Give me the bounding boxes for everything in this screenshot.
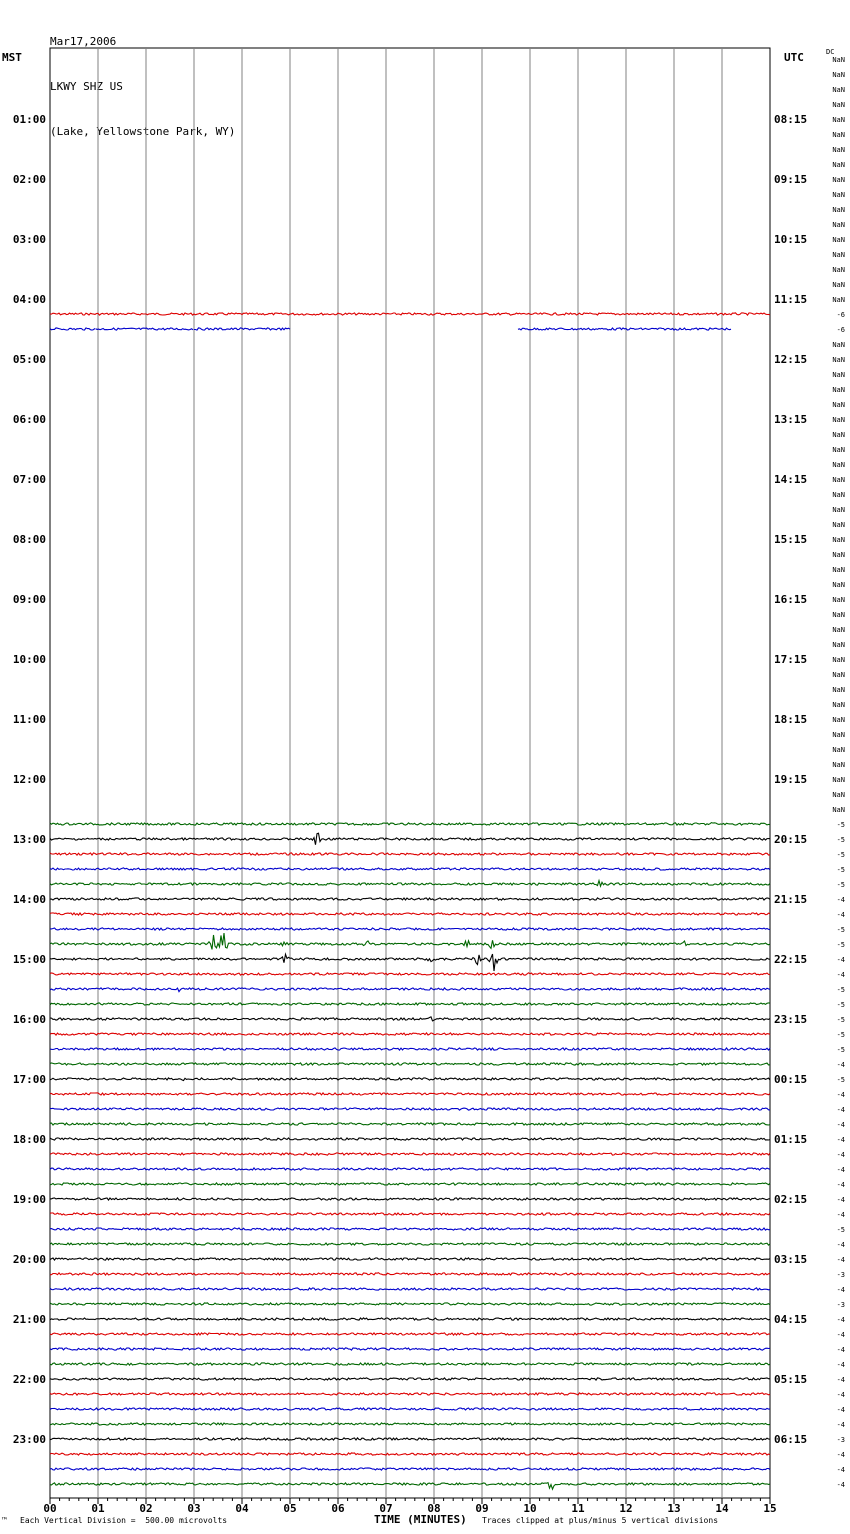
- dc-value: -4: [836, 971, 845, 979]
- hour-label-right: 13:15: [774, 413, 808, 426]
- seismic-trace: [50, 1333, 770, 1335]
- dc-value: NaN: [832, 611, 845, 619]
- dc-value: NaN: [832, 131, 845, 139]
- seismic-trace: [50, 1378, 770, 1380]
- dc-value: -4: [836, 1361, 845, 1369]
- dc-value: NaN: [832, 476, 845, 484]
- dc-value: NaN: [832, 686, 845, 694]
- seismic-trace: [50, 868, 770, 870]
- dc-value: -4: [836, 1346, 845, 1354]
- dc-value: NaN: [832, 401, 845, 409]
- seismic-trace: [50, 1093, 770, 1095]
- dc-value: -5: [836, 986, 845, 994]
- hour-label-right: 16:15: [774, 593, 808, 606]
- dc-value: -4: [836, 1466, 845, 1474]
- dc-value: NaN: [832, 776, 845, 784]
- dc-value: -5: [836, 836, 845, 844]
- dc-value: -4: [836, 1091, 845, 1099]
- dc-value: NaN: [832, 791, 845, 799]
- seismic-trace: [50, 1393, 770, 1395]
- dc-value: -4: [836, 1286, 845, 1294]
- seismic-trace: [50, 1213, 770, 1215]
- x-tick-label: 02: [139, 1502, 153, 1515]
- seismic-trace: [50, 928, 770, 930]
- dc-value: NaN: [832, 161, 845, 169]
- station-location: (Lake, Yellowstone Park, WY): [50, 125, 236, 138]
- hour-label-left: 02:00: [12, 173, 46, 186]
- dc-value: -4: [836, 896, 845, 904]
- seismic-trace: [50, 1453, 770, 1455]
- dc-value: NaN: [832, 731, 845, 739]
- hour-label-left: 15:00: [12, 953, 46, 966]
- x-tick-label: 14: [715, 1502, 729, 1515]
- dc-value: NaN: [832, 626, 845, 634]
- dc-value: NaN: [832, 416, 845, 424]
- hour-label-left: 03:00: [12, 233, 46, 246]
- seismic-trace: [96, 328, 194, 330]
- seismic-trace: [50, 833, 770, 845]
- dc-value: NaN: [832, 281, 845, 289]
- dc-value: NaN: [832, 56, 845, 64]
- dc-value: -5: [836, 851, 845, 859]
- dc-value: NaN: [832, 341, 845, 349]
- seismic-trace: [50, 1303, 770, 1305]
- dc-value: -4: [836, 1196, 845, 1204]
- dc-value: NaN: [832, 296, 845, 304]
- seismic-trace: [50, 1123, 770, 1125]
- dc-value: -5: [836, 941, 845, 949]
- dc-value: NaN: [832, 671, 845, 679]
- dc-value: -4: [836, 1406, 845, 1414]
- dc-value: NaN: [832, 521, 845, 529]
- hour-label-left: 12:00: [12, 773, 46, 786]
- hour-label-right: 11:15: [774, 293, 808, 306]
- dc-value: NaN: [832, 656, 845, 664]
- dc-value: NaN: [832, 806, 845, 814]
- plot-frame: [50, 48, 770, 1498]
- dc-value: -5: [836, 926, 845, 934]
- hour-label-left: 18:00: [12, 1133, 46, 1146]
- dc-value: NaN: [832, 146, 845, 154]
- dc-value: -5: [836, 1046, 845, 1054]
- dc-value: -4: [836, 911, 845, 919]
- hour-label-left: 19:00: [12, 1193, 46, 1206]
- x-tick-label: 04: [235, 1502, 249, 1515]
- hour-label-right: 20:15: [774, 833, 808, 846]
- dc-value: NaN: [832, 251, 845, 259]
- dc-value: NaN: [832, 596, 845, 604]
- x-tick-label: 00: [43, 1502, 57, 1515]
- footer-mark: ™: [2, 1516, 7, 1525]
- seismic-trace: [50, 988, 770, 992]
- dc-value: -4: [836, 1061, 845, 1069]
- dc-value: NaN: [832, 236, 845, 244]
- dc-value: NaN: [832, 431, 845, 439]
- x-tick-label: 10: [523, 1502, 537, 1515]
- seismic-trace: [50, 1243, 770, 1245]
- dc-value: NaN: [832, 221, 845, 229]
- dc-value: NaN: [832, 506, 845, 514]
- dc-value: -4: [836, 1376, 845, 1384]
- x-tick-label: 08: [427, 1502, 441, 1515]
- x-tick-label: 11: [571, 1502, 585, 1515]
- dc-value: NaN: [832, 386, 845, 394]
- dc-value: -4: [836, 1421, 845, 1429]
- dc-value: NaN: [832, 176, 845, 184]
- hour-label-right: 15:15: [774, 533, 808, 546]
- hour-label-right: 09:15: [774, 173, 808, 186]
- dc-value: NaN: [832, 101, 845, 109]
- dc-value: -4: [836, 1451, 845, 1459]
- hour-label-right: 23:15: [774, 1013, 808, 1026]
- hour-label-right: 12:15: [774, 353, 808, 366]
- seismic-trace: [50, 1438, 770, 1440]
- hour-label-right: 17:15: [774, 653, 808, 666]
- hour-label-left: 11:00: [12, 713, 46, 726]
- seismic-trace: [50, 1408, 770, 1410]
- dc-label: DC: [826, 48, 835, 56]
- dc-value: NaN: [832, 566, 845, 574]
- dc-value: -4: [836, 1121, 845, 1129]
- hour-label-right: 06:15: [774, 1433, 808, 1446]
- hour-label-right: 00:15: [774, 1073, 808, 1086]
- dc-value: NaN: [832, 356, 845, 364]
- x-tick-label: 05: [283, 1502, 297, 1515]
- seismic-trace: [50, 823, 770, 826]
- seismic-trace: [50, 1258, 770, 1260]
- dc-value: NaN: [832, 746, 845, 754]
- dc-value: NaN: [832, 266, 845, 274]
- seismic-trace: [50, 1138, 770, 1140]
- seismic-trace: [50, 1318, 770, 1320]
- hour-label-right: 02:15: [774, 1193, 808, 1206]
- dc-value: NaN: [832, 716, 845, 724]
- dc-value: NaN: [832, 446, 845, 454]
- dc-value: NaN: [832, 491, 845, 499]
- seismic-trace: [50, 973, 770, 975]
- seismic-trace: [50, 313, 770, 315]
- seismic-trace: [50, 881, 770, 887]
- dc-value: NaN: [832, 86, 845, 94]
- dc-value: -5: [836, 1076, 845, 1084]
- x-axis-title: TIME (MINUTES): [374, 1513, 467, 1526]
- dc-value: NaN: [832, 71, 845, 79]
- dc-value: -4: [836, 1256, 845, 1264]
- seismic-trace: [50, 933, 770, 949]
- hour-label-left: 08:00: [12, 533, 46, 546]
- dc-value: -5: [836, 866, 845, 874]
- seismic-trace: [50, 1288, 770, 1290]
- hour-label-right: 04:15: [774, 1313, 808, 1326]
- seismic-trace: [50, 1228, 770, 1230]
- hour-label-left: 05:00: [12, 353, 46, 366]
- hour-label-left: 21:00: [12, 1313, 46, 1326]
- dc-value: -4: [836, 1136, 845, 1144]
- seismic-trace: [50, 1468, 770, 1470]
- seismic-trace: [50, 1108, 770, 1110]
- dc-value: -4: [836, 1241, 845, 1249]
- dc-value: NaN: [832, 116, 845, 124]
- hour-label-left: 17:00: [12, 1073, 46, 1086]
- hour-label-left: 16:00: [12, 1013, 46, 1026]
- dc-value: -5: [836, 1226, 845, 1234]
- hour-label-left: 04:00: [12, 293, 46, 306]
- dc-value: NaN: [832, 191, 845, 199]
- x-tick-label: 06: [331, 1502, 345, 1515]
- dc-value: -5: [836, 881, 845, 889]
- seismic-trace: [50, 853, 770, 855]
- hour-label-left: 07:00: [12, 473, 46, 486]
- hour-label-left: 01:00: [12, 113, 46, 126]
- seismic-trace: [50, 1048, 770, 1050]
- clip-note: Traces clipped at plus/minus 5 vertical divisions: [482, 1516, 719, 1525]
- seismic-trace: [50, 1003, 770, 1005]
- hour-label-left: 09:00: [12, 593, 46, 606]
- dc-value: -3: [836, 1301, 845, 1309]
- dc-value: -4: [836, 1106, 845, 1114]
- seismic-trace: [518, 328, 731, 330]
- x-tick-label: 03: [187, 1502, 201, 1515]
- hour-label-left: 10:00: [12, 653, 46, 666]
- hour-label-left: 13:00: [12, 833, 46, 846]
- hour-label-right: 03:15: [774, 1253, 808, 1266]
- left-axis-label: MST: [2, 51, 22, 64]
- seismic-trace: [50, 1363, 770, 1365]
- hour-label-right: 19:15: [774, 773, 808, 786]
- seismic-trace: [50, 328, 95, 330]
- hour-label-right: 21:15: [774, 893, 808, 906]
- hour-label-right: 22:15: [774, 953, 808, 966]
- dc-value: -3: [836, 1271, 845, 1279]
- x-tick-label: 13: [667, 1502, 681, 1515]
- hour-label-right: 08:15: [774, 113, 808, 126]
- seismic-trace: [50, 1078, 770, 1081]
- dc-value: NaN: [832, 536, 845, 544]
- dc-value: NaN: [832, 206, 845, 214]
- seismic-trace: [50, 1483, 770, 1490]
- division-note: Each Vertical Division = 500.00 microvolts: [20, 1516, 228, 1525]
- seismic-trace: [50, 954, 770, 971]
- dc-value: -5: [836, 821, 845, 829]
- dc-value: -4: [836, 1166, 845, 1174]
- dc-value: -4: [836, 956, 845, 964]
- dc-value: -4: [836, 1211, 845, 1219]
- seismic-trace: [50, 1273, 770, 1275]
- seismic-trace: [50, 1033, 770, 1035]
- seismic-trace: [50, 1063, 770, 1065]
- seismic-trace: [50, 898, 770, 900]
- x-tick-label: 01: [91, 1502, 105, 1515]
- seismic-trace: [50, 1183, 770, 1185]
- station-code: LKWY SHZ US: [50, 80, 123, 93]
- dc-value: -4: [836, 1481, 845, 1489]
- hour-label-right: 10:15: [774, 233, 808, 246]
- dc-value: -4: [836, 1181, 845, 1189]
- hour-label-right: 14:15: [774, 473, 808, 486]
- x-tick-label: 09: [475, 1502, 489, 1515]
- seismic-trace: [50, 1017, 770, 1021]
- dc-value: -3: [836, 1436, 845, 1444]
- hour-label-left: 23:00: [12, 1433, 46, 1446]
- dc-value: -6: [836, 326, 845, 334]
- hour-label-right: 18:15: [774, 713, 808, 726]
- dc-value: -5: [836, 1016, 845, 1024]
- hour-label-left: 22:00: [12, 1373, 46, 1386]
- dc-value: -4: [836, 1151, 845, 1159]
- hour-label-left: 20:00: [12, 1253, 46, 1266]
- x-tick-label: 15: [763, 1502, 777, 1515]
- seismic-trace: [50, 913, 770, 915]
- dc-value: NaN: [832, 641, 845, 649]
- seismic-trace: [50, 1168, 770, 1170]
- dc-value: -4: [836, 1391, 845, 1399]
- hour-label-right: 01:15: [774, 1133, 808, 1146]
- dc-value: NaN: [832, 371, 845, 379]
- seismic-trace: [50, 1348, 770, 1350]
- dc-value: NaN: [832, 461, 845, 469]
- hour-label-left: 06:00: [12, 413, 46, 426]
- dc-value: NaN: [832, 551, 845, 559]
- dc-value: -4: [836, 1331, 845, 1339]
- seismic-trace: [50, 1153, 770, 1155]
- x-tick-label: 12: [619, 1502, 633, 1515]
- dc-value: -5: [836, 1031, 845, 1039]
- seismic-trace: [50, 1423, 770, 1425]
- dc-value: NaN: [832, 701, 845, 709]
- dc-value: NaN: [832, 581, 845, 589]
- hour-label-right: 05:15: [774, 1373, 808, 1386]
- hour-label-left: 14:00: [12, 893, 46, 906]
- plot-date: Mar17,2006: [50, 35, 117, 48]
- seismic-trace: [50, 1198, 770, 1200]
- x-tick-label: 07: [379, 1502, 393, 1515]
- dc-value: -4: [836, 1316, 845, 1324]
- dc-value: NaN: [832, 761, 845, 769]
- dc-value: -5: [836, 1001, 845, 1009]
- dc-value: -6: [836, 311, 845, 319]
- right-axis-label: UTC: [784, 51, 804, 64]
